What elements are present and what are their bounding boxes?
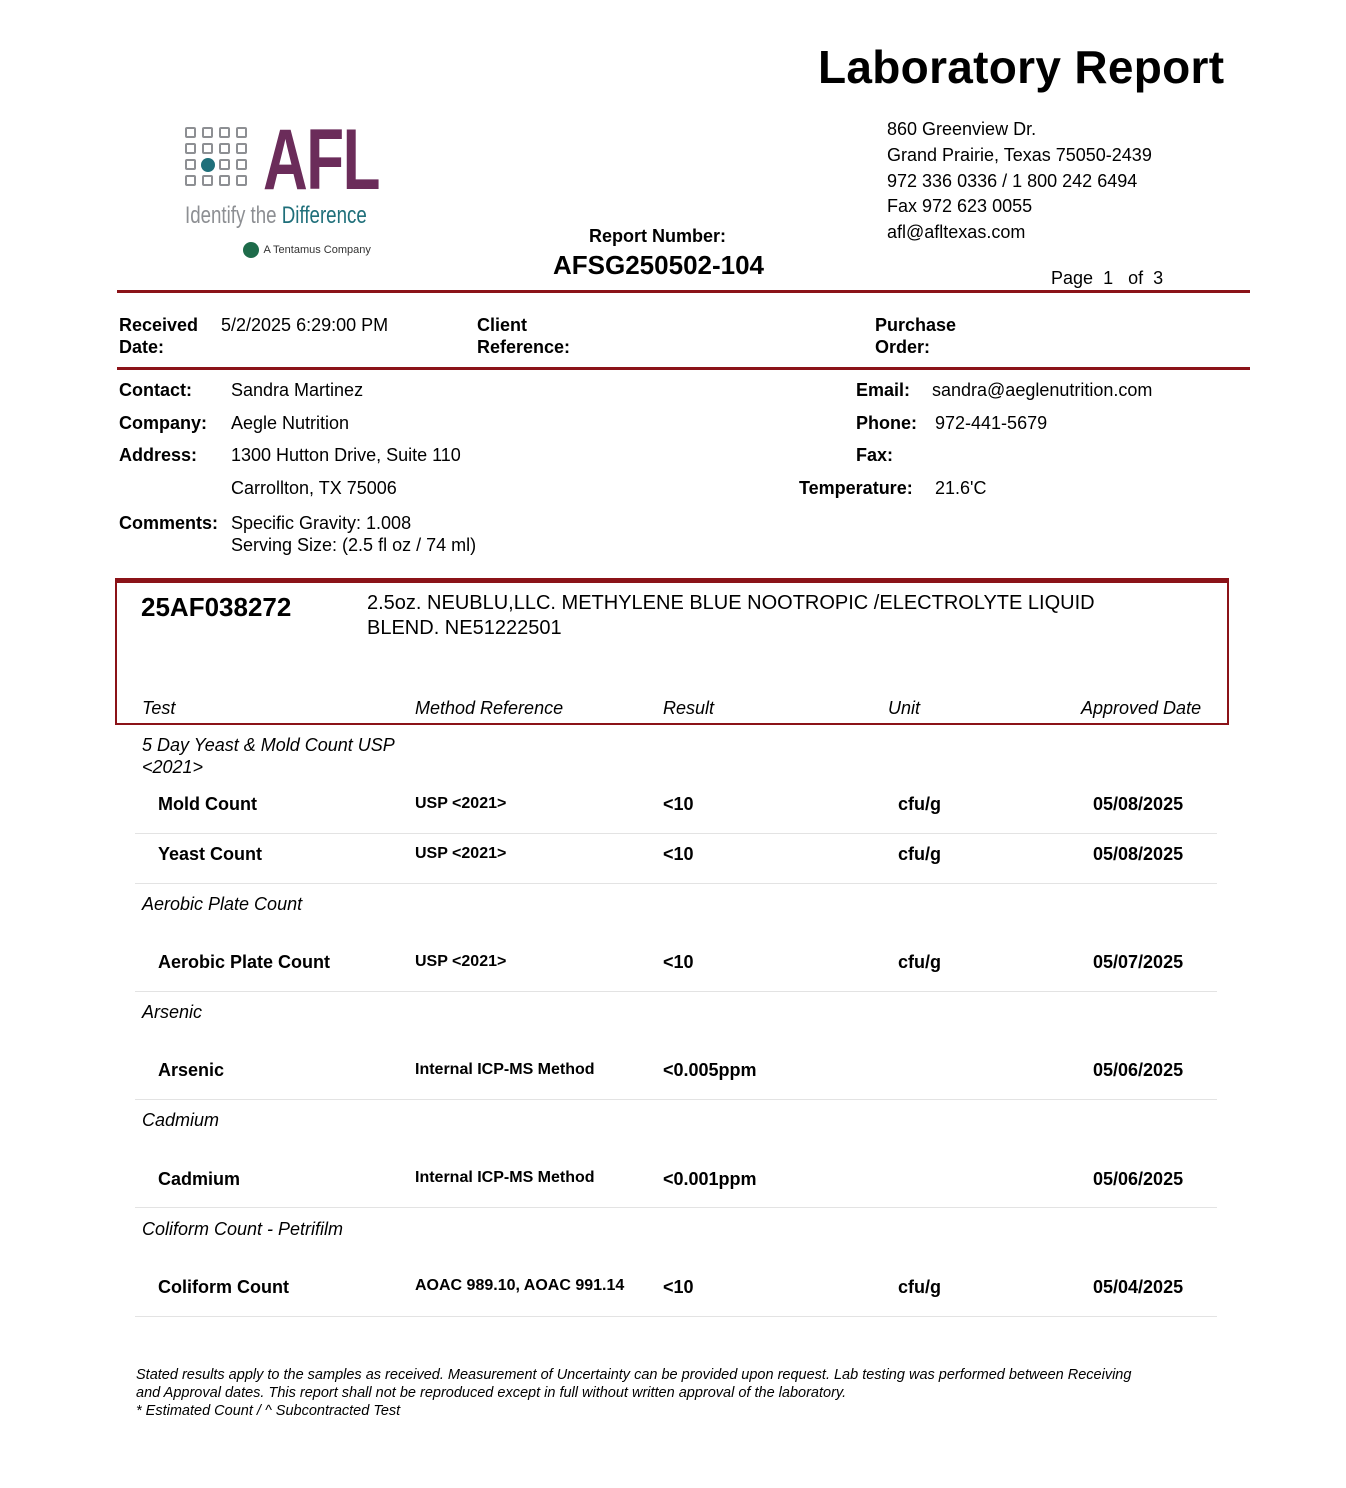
result-value: <10: [663, 844, 694, 864]
company-value: Aegle Nutrition: [231, 413, 350, 433]
result-value: <10: [663, 1277, 694, 1297]
po-label-line1: Purchase: [875, 315, 957, 335]
fax-label: Fax:: [856, 445, 894, 465]
received-label-line1: Received: [119, 315, 199, 335]
result-test-name: Aerobic Plate Count: [158, 952, 331, 972]
column-header-unit: Unit: [888, 698, 921, 718]
afl-logo: [185, 112, 385, 265]
logo-tagline-part1: Identify the: [185, 202, 277, 229]
company-label: Company:: [119, 413, 208, 433]
lab-address: [887, 117, 1152, 246]
row-divider: [135, 1316, 1217, 1317]
column-header-approved-date: Approved Date: [1081, 698, 1202, 718]
result-method: Internal ICP-MS Method: [415, 1169, 595, 1186]
logo-grid-icon: [185, 127, 251, 189]
result-approved-date: 05/07/2025: [1093, 952, 1184, 972]
result-test-name: Cadmium: [158, 1169, 241, 1189]
received-date-label: [119, 314, 198, 358]
result-approved-date: 05/06/2025: [1093, 1060, 1184, 1080]
result-unit: cfu/g: [898, 952, 941, 972]
footer-line: Stated results apply to the samples as received. Measurement of Uncertainty can be provided upon request. Lab testing was performed between Receiving: [136, 1367, 1132, 1383]
received-label-line2: Date:: [119, 337, 165, 357]
result-value: <10: [663, 794, 694, 814]
logo-brand: AFL: [263, 112, 380, 208]
client-label-line1: Client: [477, 315, 528, 335]
test-group-title: Cadmium: [142, 1110, 220, 1130]
tentamus-text: A Tentamus Company: [263, 243, 371, 256]
test-group-title: [142, 734, 395, 778]
logo-tagline-part2: Difference: [281, 202, 367, 229]
report-number-label: Report Number:: [589, 226, 727, 246]
result-approved-date: 05/06/2025: [1093, 1169, 1184, 1189]
comments-value: [231, 512, 476, 556]
address-line2: Carrollton, TX 75006: [231, 478, 397, 498]
page-of-label: of: [1128, 268, 1144, 288]
purchase-order-label: [875, 314, 956, 358]
row-divider: [135, 833, 1217, 834]
column-header-test: Test: [142, 698, 176, 718]
address-line1: 1300 Hutton Drive, Suite 110: [231, 445, 461, 465]
header-divider: [117, 290, 1250, 293]
comments-line: Specific Gravity: 1.008: [231, 513, 412, 533]
email-label: Email:: [856, 380, 911, 400]
page-title: Laboratory Report: [818, 41, 1225, 93]
column-header-result: Result: [663, 698, 715, 718]
sample-description: [367, 591, 1095, 641]
sample-id: 25AF038272: [141, 592, 292, 622]
result-method: USP <2021>: [415, 953, 507, 970]
lab-email: afl@afltexas.com: [887, 222, 1026, 243]
result-unit: cfu/g: [898, 794, 941, 814]
result-value: <10: [663, 952, 694, 972]
comments-line: Serving Size: (2.5 fl oz / 74 ml): [231, 535, 477, 555]
contact-value: Sandra Martinez: [231, 380, 364, 400]
page-current: 1: [1103, 268, 1114, 288]
client-reference-label: [477, 314, 570, 358]
row-divider: [135, 883, 1217, 884]
row-divider: [135, 991, 1217, 992]
row-divider: [135, 1207, 1217, 1208]
tentamus-mark: [243, 241, 371, 259]
client-label-line2: Reference:: [477, 337, 571, 357]
footer-line: and Approval dates. This report shall not be reproduced except in full without written approval of the laboratory.: [136, 1385, 847, 1401]
test-group-title: Aerobic Plate Count: [142, 894, 303, 914]
page-label: Page: [1051, 268, 1094, 288]
group-title-line: <2021>: [142, 757, 204, 777]
email-value: sandra@aeglenutrition.com: [932, 380, 1153, 400]
lab-address-line: Fax 972 623 0055: [887, 196, 1033, 217]
result-test-name: Arsenic: [158, 1060, 225, 1080]
temperature-label: Temperature:: [799, 478, 913, 498]
result-unit: cfu/g: [898, 844, 941, 864]
order-divider: [117, 367, 1250, 370]
comments-label: Comments:: [119, 513, 219, 533]
result-test-name: Yeast Count: [158, 844, 263, 864]
result-method: AOAC 989.10, AOAC 991.14: [415, 1277, 625, 1294]
phone-value: 972-441-5679: [935, 413, 1048, 433]
result-method: USP <2021>: [415, 845, 507, 862]
po-label-line2: Order:: [875, 337, 931, 357]
lab-address-line: Grand Prairie, Texas 75050-2439: [887, 144, 1152, 165]
result-value: <0.005ppm: [663, 1060, 757, 1080]
contact-label: Contact:: [119, 380, 192, 400]
result-method: Internal ICP-MS Method: [415, 1061, 595, 1078]
logo-tagline: [185, 202, 367, 230]
column-header-method: Method Reference: [415, 698, 564, 718]
result-test-name: Mold Count: [158, 794, 257, 814]
lab-address-line: 972 336 0336 / 1 800 242 6494: [887, 170, 1138, 191]
sample-description-line: 2.5oz. NEUBLU,LLC. METHYLENE BLUE NOOTROPIC /ELECTROLYTE LIQUID: [367, 592, 1095, 614]
test-group-title: Coliform Count - Petrifilm: [142, 1219, 344, 1239]
page-indicator: [1051, 268, 1163, 289]
result-value: <0.001ppm: [663, 1169, 757, 1189]
page-total: 3: [1153, 268, 1164, 288]
tentamus-leaf-icon: [243, 242, 259, 258]
sample-description-line: BLEND. NE51222501: [367, 617, 562, 639]
test-group-title: Arsenic: [142, 1002, 203, 1022]
lab-address-line: 860 Greenview Dr.: [887, 119, 1037, 139]
address-label: Address:: [119, 445, 198, 465]
footer-disclaimer: [136, 1366, 1216, 1420]
received-date-value: 5/2/2025 6:29:00 PM: [221, 315, 389, 335]
result-unit: cfu/g: [898, 1277, 941, 1297]
result-approved-date: 05/08/2025: [1093, 844, 1184, 864]
group-title-line: 5 Day Yeast & Mold Count USP: [142, 735, 395, 755]
row-divider: [135, 1099, 1217, 1100]
temperature-value: 21.6'C: [935, 478, 987, 498]
result-approved-date: 05/04/2025: [1093, 1277, 1184, 1297]
footer-line: * Estimated Count / ^ Subcontracted Test: [136, 1403, 401, 1419]
result-approved-date: 05/08/2025: [1093, 794, 1184, 814]
report-number: AFSG250502-104: [553, 250, 765, 280]
result-method: USP <2021>: [415, 795, 507, 812]
result-test-name: Coliform Count: [158, 1277, 289, 1297]
phone-label: Phone:: [856, 413, 917, 433]
